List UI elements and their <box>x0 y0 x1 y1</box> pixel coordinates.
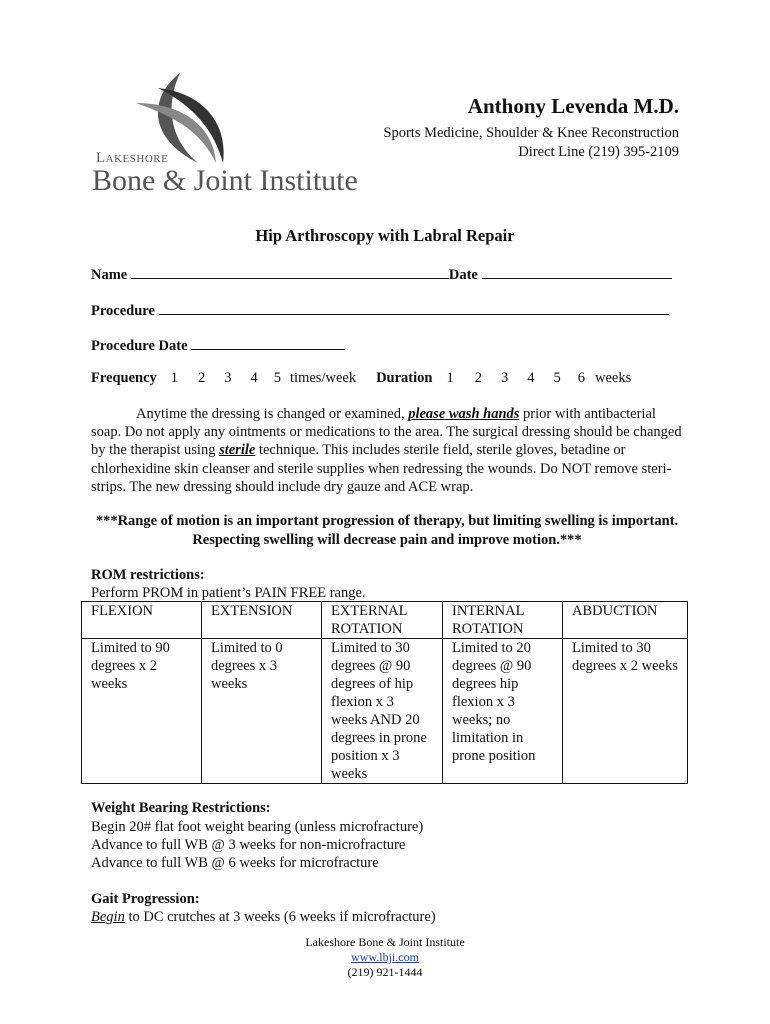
doctor-specialty: Sports Medicine, Shoulder & Knee Reconstruction <box>383 125 679 141</box>
duration-option[interactable]: 1 <box>446 370 454 386</box>
name-label: Name <box>91 267 128 283</box>
duration-option[interactable]: 5 <box>553 370 561 386</box>
table-header-cell: INTERNAL ROTATION <box>443 602 563 639</box>
name-date-row <box>91 264 672 284</box>
duration-option[interactable]: 2 <box>474 370 482 386</box>
duration-option[interactable]: 6 <box>577 370 585 386</box>
table-header-cell: FLEXION <box>82 602 202 639</box>
gait-heading: Gait Progression: <box>91 891 200 907</box>
dressing-instructions: Anytime the dressing is changed or examined, please wash hands prior with antibacterial soap. Do not apply any ointments or medications to the area. The surgical dressing should be changed by the therapist using sterile technique. This includes sterile field, sterile gloves, betadine or chlorhexidine skin cleanser and sterile supplies when redressing the wounds. Do NOT remove steri-strips. The new dressing should include dry gauze and ACE wrap. <box>91 406 682 495</box>
table-cell: Limited to 20 degrees @ 90 degrees hip flexion x 3 weeks; no limitation in prone position <box>443 639 563 784</box>
footer <box>0 935 770 980</box>
doctor-info <box>383 94 679 161</box>
procedure-label: Procedure <box>91 303 155 319</box>
table-cell: Limited to 0 degrees x 3 weeks <box>202 639 322 784</box>
rom-swelling-note: ***Range of motion is an important progression of therapy, but limiting swelling is important. Respecting swelling will decrease pain and improve motion.*** <box>95 513 679 548</box>
procedure-date-label: Procedure Date <box>91 338 188 354</box>
frequency-option[interactable]: 3 <box>224 370 232 386</box>
frequency-option[interactable]: 4 <box>250 370 258 386</box>
duration-option[interactable]: 4 <box>527 370 535 386</box>
frequency-label: Frequency <box>91 370 157 386</box>
doctor-name: Anthony Levenda M.D. <box>467 94 679 118</box>
procedure-field[interactable] <box>159 300 669 315</box>
begin-emphasis: Begin <box>91 909 125 925</box>
name-field[interactable] <box>131 264 449 279</box>
duration-label: Duration <box>376 370 433 386</box>
date-label: Date <box>448 267 478 283</box>
frequency-option[interactable]: 5 <box>273 370 282 386</box>
footer-org: Lakeshore Bone & Joint Institute <box>305 935 465 949</box>
table-header-cell: ABDUCTION <box>563 602 688 639</box>
logo-lakeshore-text: Lakeshore <box>96 150 169 166</box>
table-header-cell: EXTERNAL ROTATION <box>322 602 443 639</box>
wash-hands-emphasis: please wash hands <box>408 406 520 422</box>
rom-heading: ROM restrictions: <box>91 567 205 583</box>
weight-bearing-line: Begin 20# flat foot weight bearing (unless microfracture) <box>91 819 424 835</box>
date-field[interactable] <box>482 264 672 279</box>
procedure-date-row <box>91 335 345 355</box>
weight-bearing-line: Advance to full WB @ 3 weeks for non-microfracture <box>91 837 406 853</box>
duration-unit: weeks <box>594 370 632 386</box>
institute-logo <box>88 68 378 203</box>
doctor-phone: Direct Line (219) 395-2109 <box>518 144 679 160</box>
frequency-unit: times/week <box>290 370 357 386</box>
rom-table <box>81 601 688 784</box>
table-cell: Limited to 30 degrees @ 90 degrees of hip flexion x 3 weeks AND 20 degrees in prone position x 3 weeks <box>322 639 443 784</box>
footer-website-link[interactable]: www.lbji.com <box>351 950 419 964</box>
weight-bearing-heading: Weight Bearing Restrictions: <box>91 800 271 816</box>
procedure-date-field[interactable] <box>191 335 345 350</box>
logo-institute-text: Bone & Joint Institute <box>92 164 358 197</box>
table-header-cell: EXTENSION <box>202 602 322 639</box>
table-row <box>82 639 688 784</box>
table-cell: Limited to 30 degrees x 2 weeks <box>563 639 688 784</box>
page-title: Hip Arthroscopy with Labral Repair <box>255 226 515 245</box>
table-header-row <box>82 602 688 639</box>
sterile-emphasis: sterile <box>219 442 256 459</box>
gait-line: Begin to DC crutches at 3 weeks (6 weeks if microfracture) <box>91 909 436 925</box>
weight-bearing-line: Advance to full WB @ 6 weeks for microfracture <box>91 855 379 871</box>
footer-phone: (219) 921-1444 <box>347 965 423 979</box>
rom-subheading: Perform PROM in patient’s PAIN FREE range. <box>91 585 366 601</box>
duration-option[interactable]: 3 <box>500 370 509 386</box>
frequency-row <box>91 370 631 387</box>
frequency-option[interactable]: 2 <box>198 370 206 386</box>
procedure-row <box>91 300 669 320</box>
frequency-option[interactable]: 1 <box>170 370 179 386</box>
table-cell: Limited to 90 degrees x 2 weeks <box>82 639 202 784</box>
